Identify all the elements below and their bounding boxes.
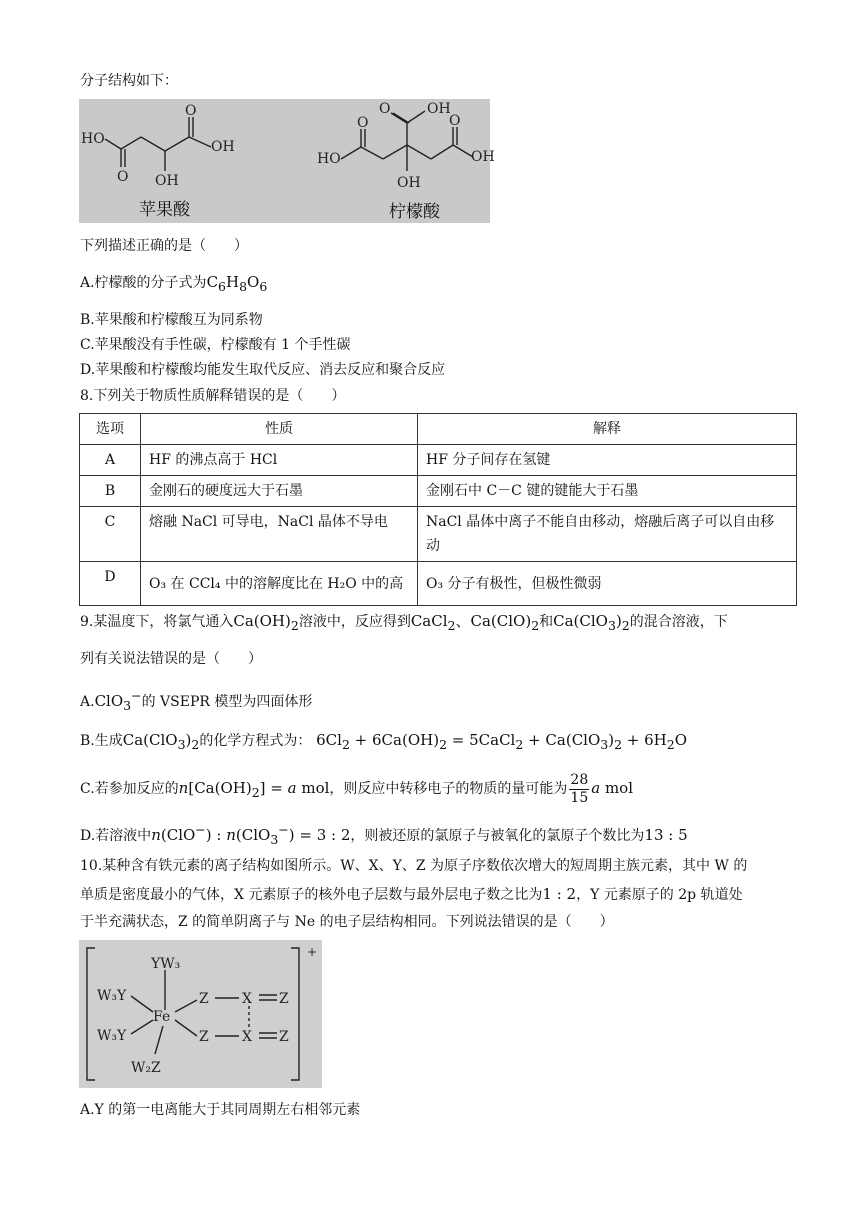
atom-label: Fe	[153, 1009, 171, 1025]
molecule-structure-figure	[79, 99, 495, 223]
atom-label: O	[117, 169, 129, 185]
header-explanation: 解释	[418, 414, 797, 445]
q7-option-a-text: A.柠檬酸的分子式为	[80, 275, 207, 291]
table-header-row	[80, 414, 797, 445]
q9-option-c: C.若参加反应的$n[Ca(OH)_2] = a$ mol，则反应中转移电子的物质的量可能为 $\frac{28}{15}$ a mol	[80, 771, 634, 806]
row-option: A	[80, 445, 141, 476]
atom-label: OH	[397, 175, 421, 191]
table-row	[80, 507, 797, 562]
row-explanation: 金刚石中 C－C 键的键能大于石墨	[418, 476, 797, 507]
atom-label: O	[449, 113, 461, 129]
header-property: 性质	[141, 414, 418, 445]
atom-label: YW₃	[151, 956, 181, 972]
atom-label: O	[379, 101, 391, 117]
q9-option-b: B.生成$Ca(ClO_3)_2$的化学方程式为： $6Cl_2 + 6Ca(OH)_2$ = 5CaCl$_2$ + $Ca(ClO_3)_2 + 6H_2O$	[80, 731, 688, 752]
malic-acid-label: 苹果酸	[139, 200, 190, 220]
atom-label: O	[185, 103, 197, 119]
q7-option-d: D.苹果酸和柠檬酸均能发生取代反应、消去反应和聚合反应	[80, 362, 446, 378]
row-property: O₃ 在 CCl₄ 中的溶解度比在 H₂O 中的高	[141, 562, 418, 606]
fraction: $\frac{28}{15}$	[570, 771, 589, 806]
atom-label: Z	[279, 991, 289, 1007]
atom-label: OH	[471, 149, 495, 165]
row-property: HF 的沸点高于 HCl	[141, 445, 418, 476]
row-option: B	[80, 476, 141, 507]
q10-stem-line1: 10.某种含有铁元素的离子结构如图所示。W、X、Y、Z 为原子序数依次增大的短周期主族元素，其中 W 的	[80, 858, 748, 874]
iron-complex-figure	[79, 940, 322, 1088]
intro-text: 分子结构如下：	[80, 73, 178, 89]
q10-option-a: A.Y 的第一电离能大于其同周期左右相邻元素	[80, 1102, 361, 1118]
header-option: 选项	[80, 414, 141, 445]
atom-label: OH	[427, 101, 451, 117]
charge-label: +	[307, 945, 318, 959]
atom-label: HO	[317, 151, 341, 167]
atom-label: Z	[199, 991, 209, 1007]
q7-option-a	[80, 272, 267, 297]
row-explanation: NaCl 晶体中离子不能自由移动，熔融后离子可以自由移动	[418, 507, 797, 562]
q9-option-a: A.ClO$_3$−的 VSEPR 模型为四面体形	[80, 688, 313, 713]
row-option: D	[80, 562, 141, 606]
formula-c6h8o6: $C_6H_8O_6$	[206, 273, 268, 294]
q7-option-b: B.苹果酸和柠檬酸互为同系物	[80, 312, 263, 328]
q10-stem-line3: 于半充满状态，Z 的简单阴离子与 Ne 的电子层结构相同。下列说法错误的是（ ）	[80, 914, 614, 930]
atom-label: W₂Z	[131, 1060, 161, 1076]
table-row	[80, 562, 797, 606]
iron-complex-svg	[79, 940, 322, 1088]
atom-label: W₃Y	[97, 988, 127, 1004]
row-property: 熔融 NaCl 可导电，NaCl 晶体不导电	[141, 507, 418, 562]
q9-option-d: D.若溶液中n(ClO−) : n(ClO$_3$−) = 3 : 2，则被还原的氯原子与被氧化的氯原子个数比为13 : 5	[80, 822, 688, 847]
row-property: 金刚石的硬度远大于石墨	[141, 476, 418, 507]
q7-option-c: C.苹果酸没有手性碳，柠檬酸有 1 个手性碳	[80, 337, 351, 353]
atom-label: O	[357, 115, 369, 131]
atom-label: X	[242, 991, 252, 1007]
atom-label: X	[242, 1029, 252, 1045]
q9-stem-line1: 9.某温度下，将氯气通入$Ca(OH)_2$溶液中，反应得到CaCl$_2$、$Ca(ClO)_2$和$Ca(ClO_3)_2$的混合溶液，下	[80, 612, 728, 633]
q10-stem-line2: 单质是密度最小的气体，X 元素原子的核外电子层数与最外层电子数之比为1 : 2，Y 元素原子的 2p 轨道处	[80, 885, 743, 903]
q8-table	[79, 413, 797, 606]
molecule-structures-svg	[79, 99, 495, 223]
atom-label: Z	[199, 1029, 209, 1045]
q9-stem-line2: 列有关说法错误的是（ ）	[80, 651, 262, 667]
atom-label: OH	[211, 139, 235, 155]
table-row	[80, 476, 797, 507]
table-row	[80, 445, 797, 476]
row-explanation: HF 分子间存在氢键	[418, 445, 797, 476]
q8-stem: 8.下列关于物质性质解释错误的是（ ）	[80, 388, 346, 404]
atom-label: W₃Y	[97, 1028, 127, 1044]
atom-label: OH	[155, 173, 179, 189]
atom-label: Z	[279, 1029, 289, 1045]
atom-label: HO	[81, 131, 105, 147]
row-option: C	[80, 507, 141, 562]
q7-stem: 下列描述正确的是（ ）	[80, 238, 248, 254]
citric-acid-label: 柠檬酸	[389, 202, 440, 222]
row-explanation: O₃ 分子有极性，但极性微弱	[418, 562, 797, 606]
